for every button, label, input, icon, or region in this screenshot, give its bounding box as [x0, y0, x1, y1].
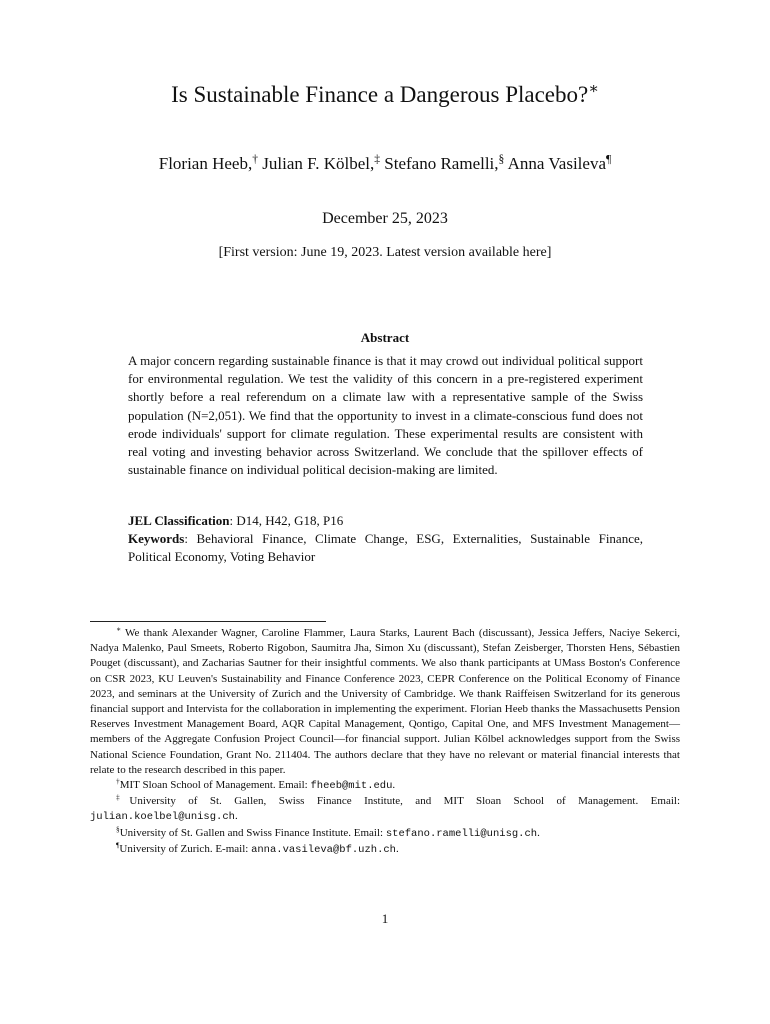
title-footnote-mark: ∗ [588, 80, 599, 98]
paper-date: December 25, 2023 [322, 210, 448, 227]
author-name: Stefano Ramelli, [384, 154, 499, 173]
email-link[interactable]: julian.koelbel@unisg.ch [90, 811, 235, 824]
footnote-end: . [396, 842, 399, 855]
author-list [0, 153, 770, 175]
footnote-koelbel [90, 794, 680, 825]
footnote-end: . [234, 810, 238, 823]
version-note: [First version: June 19, 2023. Latest version available here] [218, 245, 552, 260]
title-text: Is Sustainable Finance a Dangerous Placebo? [171, 82, 589, 107]
footnote-text: University of St. Gallen and Swiss Finance Institute. Email: [119, 826, 386, 839]
email-link[interactable]: anna.vasileva@bf.uzh.ch [251, 843, 396, 856]
email-link[interactable]: stefano.ramelli@unisg.ch [385, 827, 538, 840]
footnote-end: . [392, 779, 396, 792]
author-mark: ¶ [606, 152, 612, 166]
footnote-vasileva [90, 842, 680, 858]
footnote-text: We thank Alexander Wagner, Caroline Flammer, Laura Starks, Laurent Bach (discussant), Jessica Jeffers, Naciye Sekerci, Nadya Malenko, Paul Smeets, Roberto Rigobon, Saumitra Jha, Simon Xu (discussant), Stefan Zeisberger, Thorsten Hens, Sébastien Pouget (discussant), and Zacharias Sautner for their insightful comments. We also thank participants at UMass Boston's Conference on CSR 2023, KU Leuven's Sustainability and Finance Conference 2023, CEPR Conference on the Political Economy of Finance 2023, and seminars at the University of Zurich and the University of Cambridge. We thank Raiffeisen Switzerland for its generous financial support and Intervista for the collaboration in implementing the experiment. Florian Heeb thanks the Massachusetts Pension Reserves Investment Management Board, AQR Capital Management, Qontigo, Capital One, and MFS Investment Management—members of the Aggregate Confusion Project Council—for financial support. Julian Kölbel acknowledges support from the Swiss National Science Foundation, Grant No. 211404. The authors declare that they have no relevant or material financial interests that relate to the research described in this paper. [90, 627, 680, 776]
footnote-rule [90, 621, 326, 622]
keywords-label: Keywords [128, 531, 185, 547]
classification-block [128, 512, 643, 567]
footnotes [90, 626, 680, 858]
author-mark: ‡ [374, 152, 381, 166]
author-name: Florian Heeb, [158, 154, 253, 173]
email-link[interactable]: fheeb@mit.edu [310, 780, 393, 793]
footnote-end: . [537, 826, 540, 839]
author-mark: § [498, 152, 505, 166]
keywords-value: : Behavioral Finance, Climate Change, ESG, Externalities, Sustainable Finance, Political Economy, Voting Behavior [128, 531, 643, 565]
jel-label: JEL Classification [128, 513, 230, 528]
footnote-mark: ∗ [116, 624, 122, 634]
footnote-mark: † [116, 776, 120, 786]
footnote-mark: ¶ [116, 840, 120, 850]
author-mark: † [252, 152, 259, 166]
paper-title [0, 80, 770, 110]
abstract-heading: Abstract [360, 330, 410, 345]
jel-value: : D14, H42, G18, P16 [229, 513, 344, 528]
footnote-text: MIT Sloan School of Management. Email: [119, 779, 311, 792]
footnote-heeb [90, 778, 680, 794]
footnote-mark: § [116, 823, 120, 833]
jel-line [128, 512, 643, 530]
footnote-acknowledgements [90, 626, 680, 778]
author-name: Julian F. Kölbel, [262, 154, 375, 173]
footnote-text: University of St. Gallen, Swiss Finance Institute, and MIT Sloan School of Management. Email: [129, 795, 680, 808]
abstract-text: A major concern regarding sustainable finance is that it may crowd out individual political support for environmental regulation. We test the validity of this concern in a pre-registered experiment shortly before a real referendum on a climate law with a representative sample of the Swiss population (N=2,051). We find that the opportunity to invest in a climate-conscious fund does not erode individuals' support for climate regulation. These experimental results are consistent with real voting and investing behavior across Switzerland. We conclude that the spillover effects of sustainable finance on individual political decision-making are limited. [128, 353, 643, 478]
author-name: Anna Vasileva [507, 154, 606, 173]
page-number: 1 [381, 911, 389, 926]
footnote-mark: ‡ [116, 792, 130, 802]
footnote-text: University of Zurich. E-mail: [119, 842, 252, 855]
footnote-ramelli [90, 823, 680, 842]
keywords-line [128, 530, 643, 566]
